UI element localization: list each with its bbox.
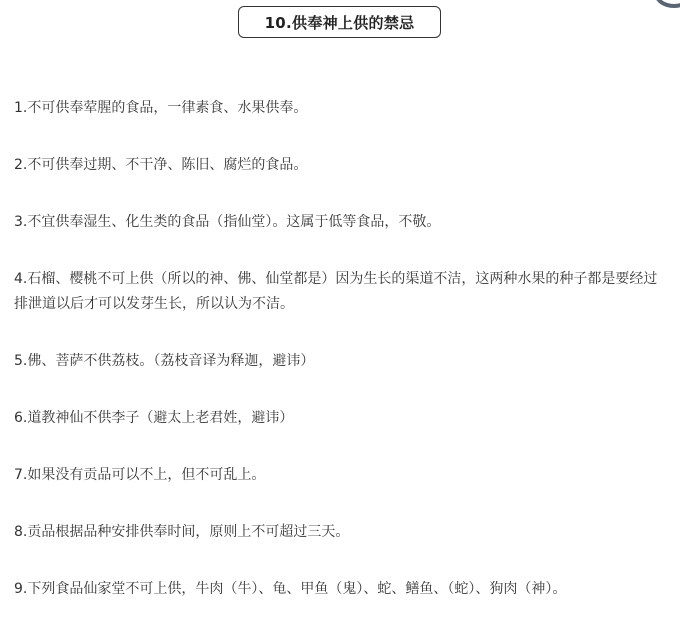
rule-item-3: 3.不宜供奉湿生、化生类的食品（指仙堂）。这属于低等食品，不敬。 <box>14 214 441 230</box>
rule-item-1: 1.不可供奉荤腥的食品，一律素食、水果供奉。 <box>14 100 308 116</box>
rule-item-8: 8.贡品根据品种安排供奉时间，原则上不可超过三天。 <box>14 524 350 540</box>
rule-item-4: 4.石榴、樱桃不可上供（所以的神、佛、仙堂都是）因为生长的渠道不洁，这两种水果的种子都是要经过排泄道以后才可以发芽生长，所以认为不洁。 <box>14 271 658 312</box>
rule-item-7: 7.如果没有贡品可以不上，但不可乱上。 <box>14 467 266 483</box>
rules-list <box>14 96 670 602</box>
section-title: 10.供奉神上供的禁忌 <box>238 6 441 38</box>
rule-item-9: 9.下列食品仙家堂不可上供，牛肉（牛）、龟、甲鱼（鬼）、蛇、鳝鱼、（蛇）、狗肉（神）。 <box>14 581 567 597</box>
corner-decoration <box>654 0 680 8</box>
rule-item-5: 5.佛、菩萨不供荔枝。（荔枝音译为释迦，避讳） <box>14 353 315 369</box>
rule-item-2: 2.不可供奉过期、不干净、陈旧、腐烂的食品。 <box>14 157 308 173</box>
rule-item-6: 6.道教神仙不供李子（避太上老君姓，避讳） <box>14 410 294 426</box>
